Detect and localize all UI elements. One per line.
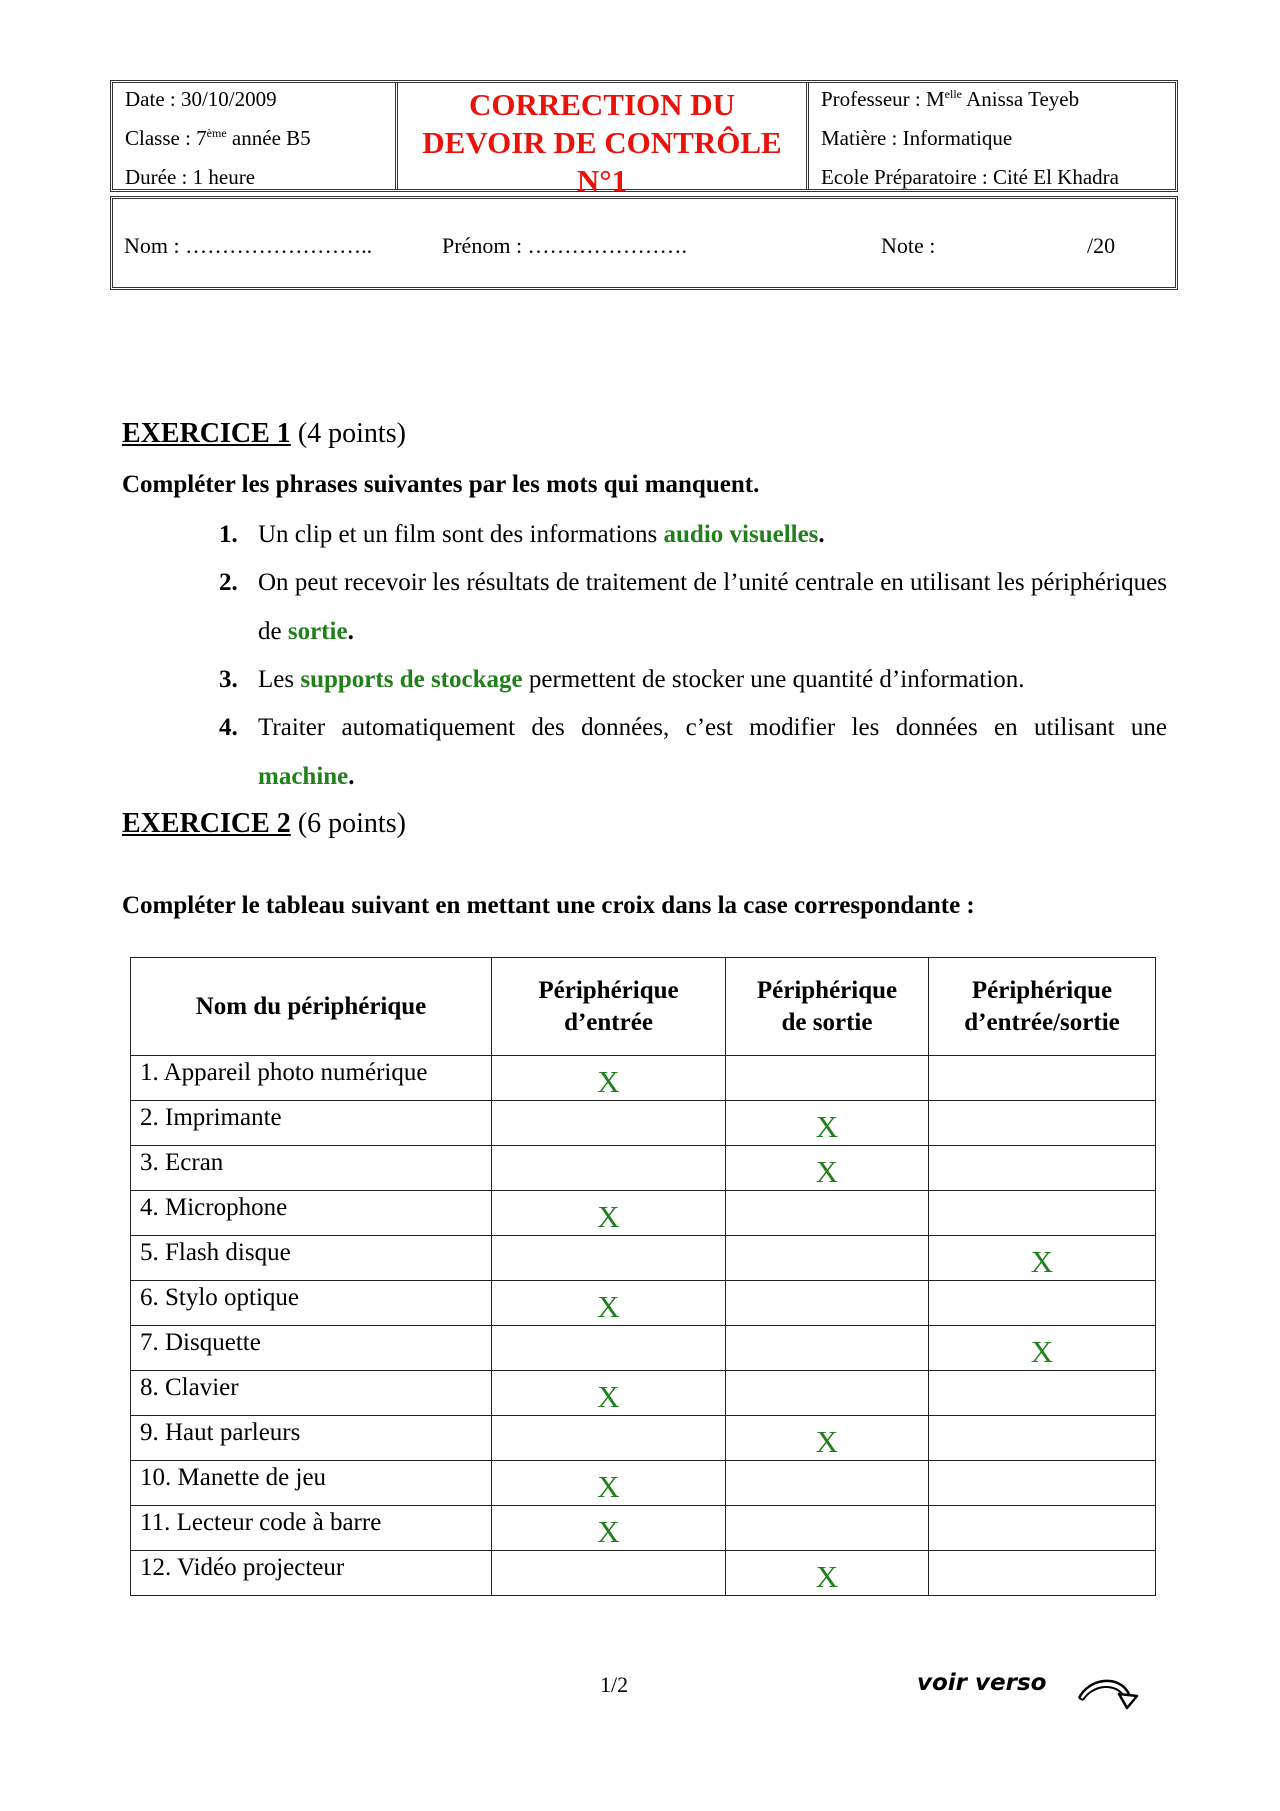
header-box	[110, 80, 1178, 198]
table-row	[131, 1056, 1156, 1101]
table-row	[131, 1191, 1156, 1236]
header-nom: Nom du périphérique	[131, 958, 492, 1056]
mark-entree-sortie[interactable]	[929, 1056, 1156, 1101]
device-name: 4. Microphone	[131, 1191, 492, 1236]
mark-sortie[interactable]	[726, 1326, 929, 1371]
device-name: 2. Imprimante	[131, 1101, 492, 1146]
mark-entree[interactable]	[492, 1236, 726, 1281]
page-title: CORRECTION DU DEVOIR DE CONTRÔLE N°1	[398, 83, 809, 189]
nom-field[interactable]: Nom : ……………………..	[124, 233, 373, 258]
table-row	[131, 1326, 1156, 1371]
mark-entree[interactable]: X	[492, 1191, 726, 1236]
mark-sortie[interactable]	[726, 1371, 929, 1416]
table-row	[131, 1416, 1156, 1461]
mark-sortie[interactable]: X	[726, 1416, 929, 1461]
duree: Durée : 1 heure	[125, 165, 256, 189]
mark-entree-sortie[interactable]	[929, 1191, 1156, 1236]
device-name: 8. Clavier	[131, 1371, 492, 1416]
header-es-label: Périphérique d’entrée/sortie	[964, 976, 1120, 1036]
header-right	[809, 83, 1175, 189]
device-name: 7. Disquette	[131, 1326, 492, 1371]
exercise1-item: 2. On peut recevoir les résultats de traitement de l’unité centrale en utilisant les périphériques de sortie.	[219, 569, 1167, 645]
exercise1-title: EXERCICE 1 (4 points)	[122, 418, 406, 449]
exercise2-title: EXERCICE 2 (6 points)	[122, 808, 406, 839]
device-name: 6. Stylo optique	[131, 1281, 492, 1326]
page-number: 1/2	[600, 1672, 629, 1697]
mark-sortie[interactable]: X	[726, 1101, 929, 1146]
table-header-row	[131, 958, 1156, 1056]
table-row	[131, 1461, 1156, 1506]
mark-entree-sortie[interactable]	[929, 1146, 1156, 1191]
table-row	[131, 1236, 1156, 1281]
device-name: 1. Appareil photo numérique	[131, 1056, 492, 1101]
mark-entree[interactable]: X	[492, 1371, 726, 1416]
mark-sortie[interactable]	[726, 1236, 929, 1281]
mark-entree[interactable]	[492, 1416, 726, 1461]
mark-sortie[interactable]	[726, 1281, 929, 1326]
mark-entree-sortie[interactable]	[929, 1416, 1156, 1461]
mark-entree-sortie[interactable]	[929, 1281, 1156, 1326]
exercise1-item: 1. Un clip et un film sont des informations audio visuelles.	[219, 521, 825, 548]
mark-sortie[interactable]	[726, 1506, 929, 1551]
exercise1-instruction: Compléter les phrases suivantes par les mots qui manquent.	[122, 471, 760, 498]
header-entree-label: Périphérique d’entrée	[538, 976, 679, 1036]
mark-entree-sortie[interactable]: X	[929, 1326, 1156, 1371]
mark-entree[interactable]: X	[492, 1506, 726, 1551]
mark-entree[interactable]: X	[492, 1281, 726, 1326]
professeur: Professeur : $M^{elle}$ Anissa Teyeb	[821, 87, 1080, 111]
table-row	[131, 1551, 1156, 1596]
device-name: 3. Ecran	[131, 1146, 492, 1191]
mark-entree[interactable]: X	[492, 1056, 726, 1101]
prenom-field[interactable]: Prénom : ………………….	[442, 233, 688, 258]
exercise2-instruction: Compléter le tableau suivant en mettant une croix dans la case correspondante :	[122, 892, 975, 919]
device-name: 5. Flash disque	[131, 1236, 492, 1281]
table-row	[131, 1101, 1156, 1146]
exercise1-item: 4. Traiter automatiquement des données, c’est modifier les données en utilisant une machine.	[219, 714, 1167, 790]
mark-sortie[interactable]	[726, 1191, 929, 1236]
note-label: Note :	[881, 233, 936, 258]
mark-sortie[interactable]: X	[726, 1146, 929, 1191]
mark-sortie[interactable]	[726, 1461, 929, 1506]
mark-entree-sortie[interactable]	[929, 1371, 1156, 1416]
matiere: Matière : Informatique	[821, 126, 1013, 150]
table-row	[131, 1281, 1156, 1326]
mark-sortie[interactable]: X	[726, 1551, 929, 1596]
mark-entree[interactable]	[492, 1551, 726, 1596]
device-name: 12. Vidéo projecteur	[131, 1551, 492, 1596]
table-row	[131, 1506, 1156, 1551]
mark-entree[interactable]	[492, 1326, 726, 1371]
header-sortie	[726, 958, 929, 1056]
mark-entree-sortie[interactable]	[929, 1551, 1156, 1596]
mark-entree-sortie[interactable]	[929, 1461, 1156, 1506]
device-name: 9. Haut parleurs	[131, 1416, 492, 1461]
mark-entree[interactable]: X	[492, 1461, 726, 1506]
device-name: 11. Lecteur code à barre	[131, 1506, 492, 1551]
date: Date : 30/10/2009	[125, 87, 277, 111]
header-sortie-label: Périphérique de sortie	[756, 976, 898, 1036]
device-name: 10. Manette de jeu	[131, 1461, 492, 1506]
mark-sortie[interactable]	[726, 1056, 929, 1101]
header-entree-sortie	[929, 958, 1156, 1056]
table-row	[131, 1371, 1156, 1416]
peripheral-table	[130, 957, 1156, 1596]
mark-entree-sortie[interactable]	[929, 1506, 1156, 1551]
note-total: /20	[1087, 233, 1116, 258]
ecole: Ecole Préparatoire : Cité El Khadra	[821, 165, 1119, 189]
mark-entree-sortie[interactable]	[929, 1101, 1156, 1146]
mark-entree[interactable]	[492, 1146, 726, 1191]
exercise1-item: 3. Les supports de stockage permettent de stocker une quantité d’information.	[219, 666, 1025, 693]
curved-arrow-icon[interactable]	[1075, 1672, 1145, 1717]
header-entree	[492, 958, 726, 1056]
mark-entree[interactable]	[492, 1101, 726, 1146]
voir-verso-label[interactable]: voir verso	[917, 1670, 1047, 1696]
identity-box	[110, 196, 1178, 290]
header-left	[113, 83, 398, 189]
table-row	[131, 1146, 1156, 1191]
mark-entree-sortie[interactable]: X	[929, 1236, 1156, 1281]
classe: Classe : 7ème année B5	[125, 126, 311, 150]
